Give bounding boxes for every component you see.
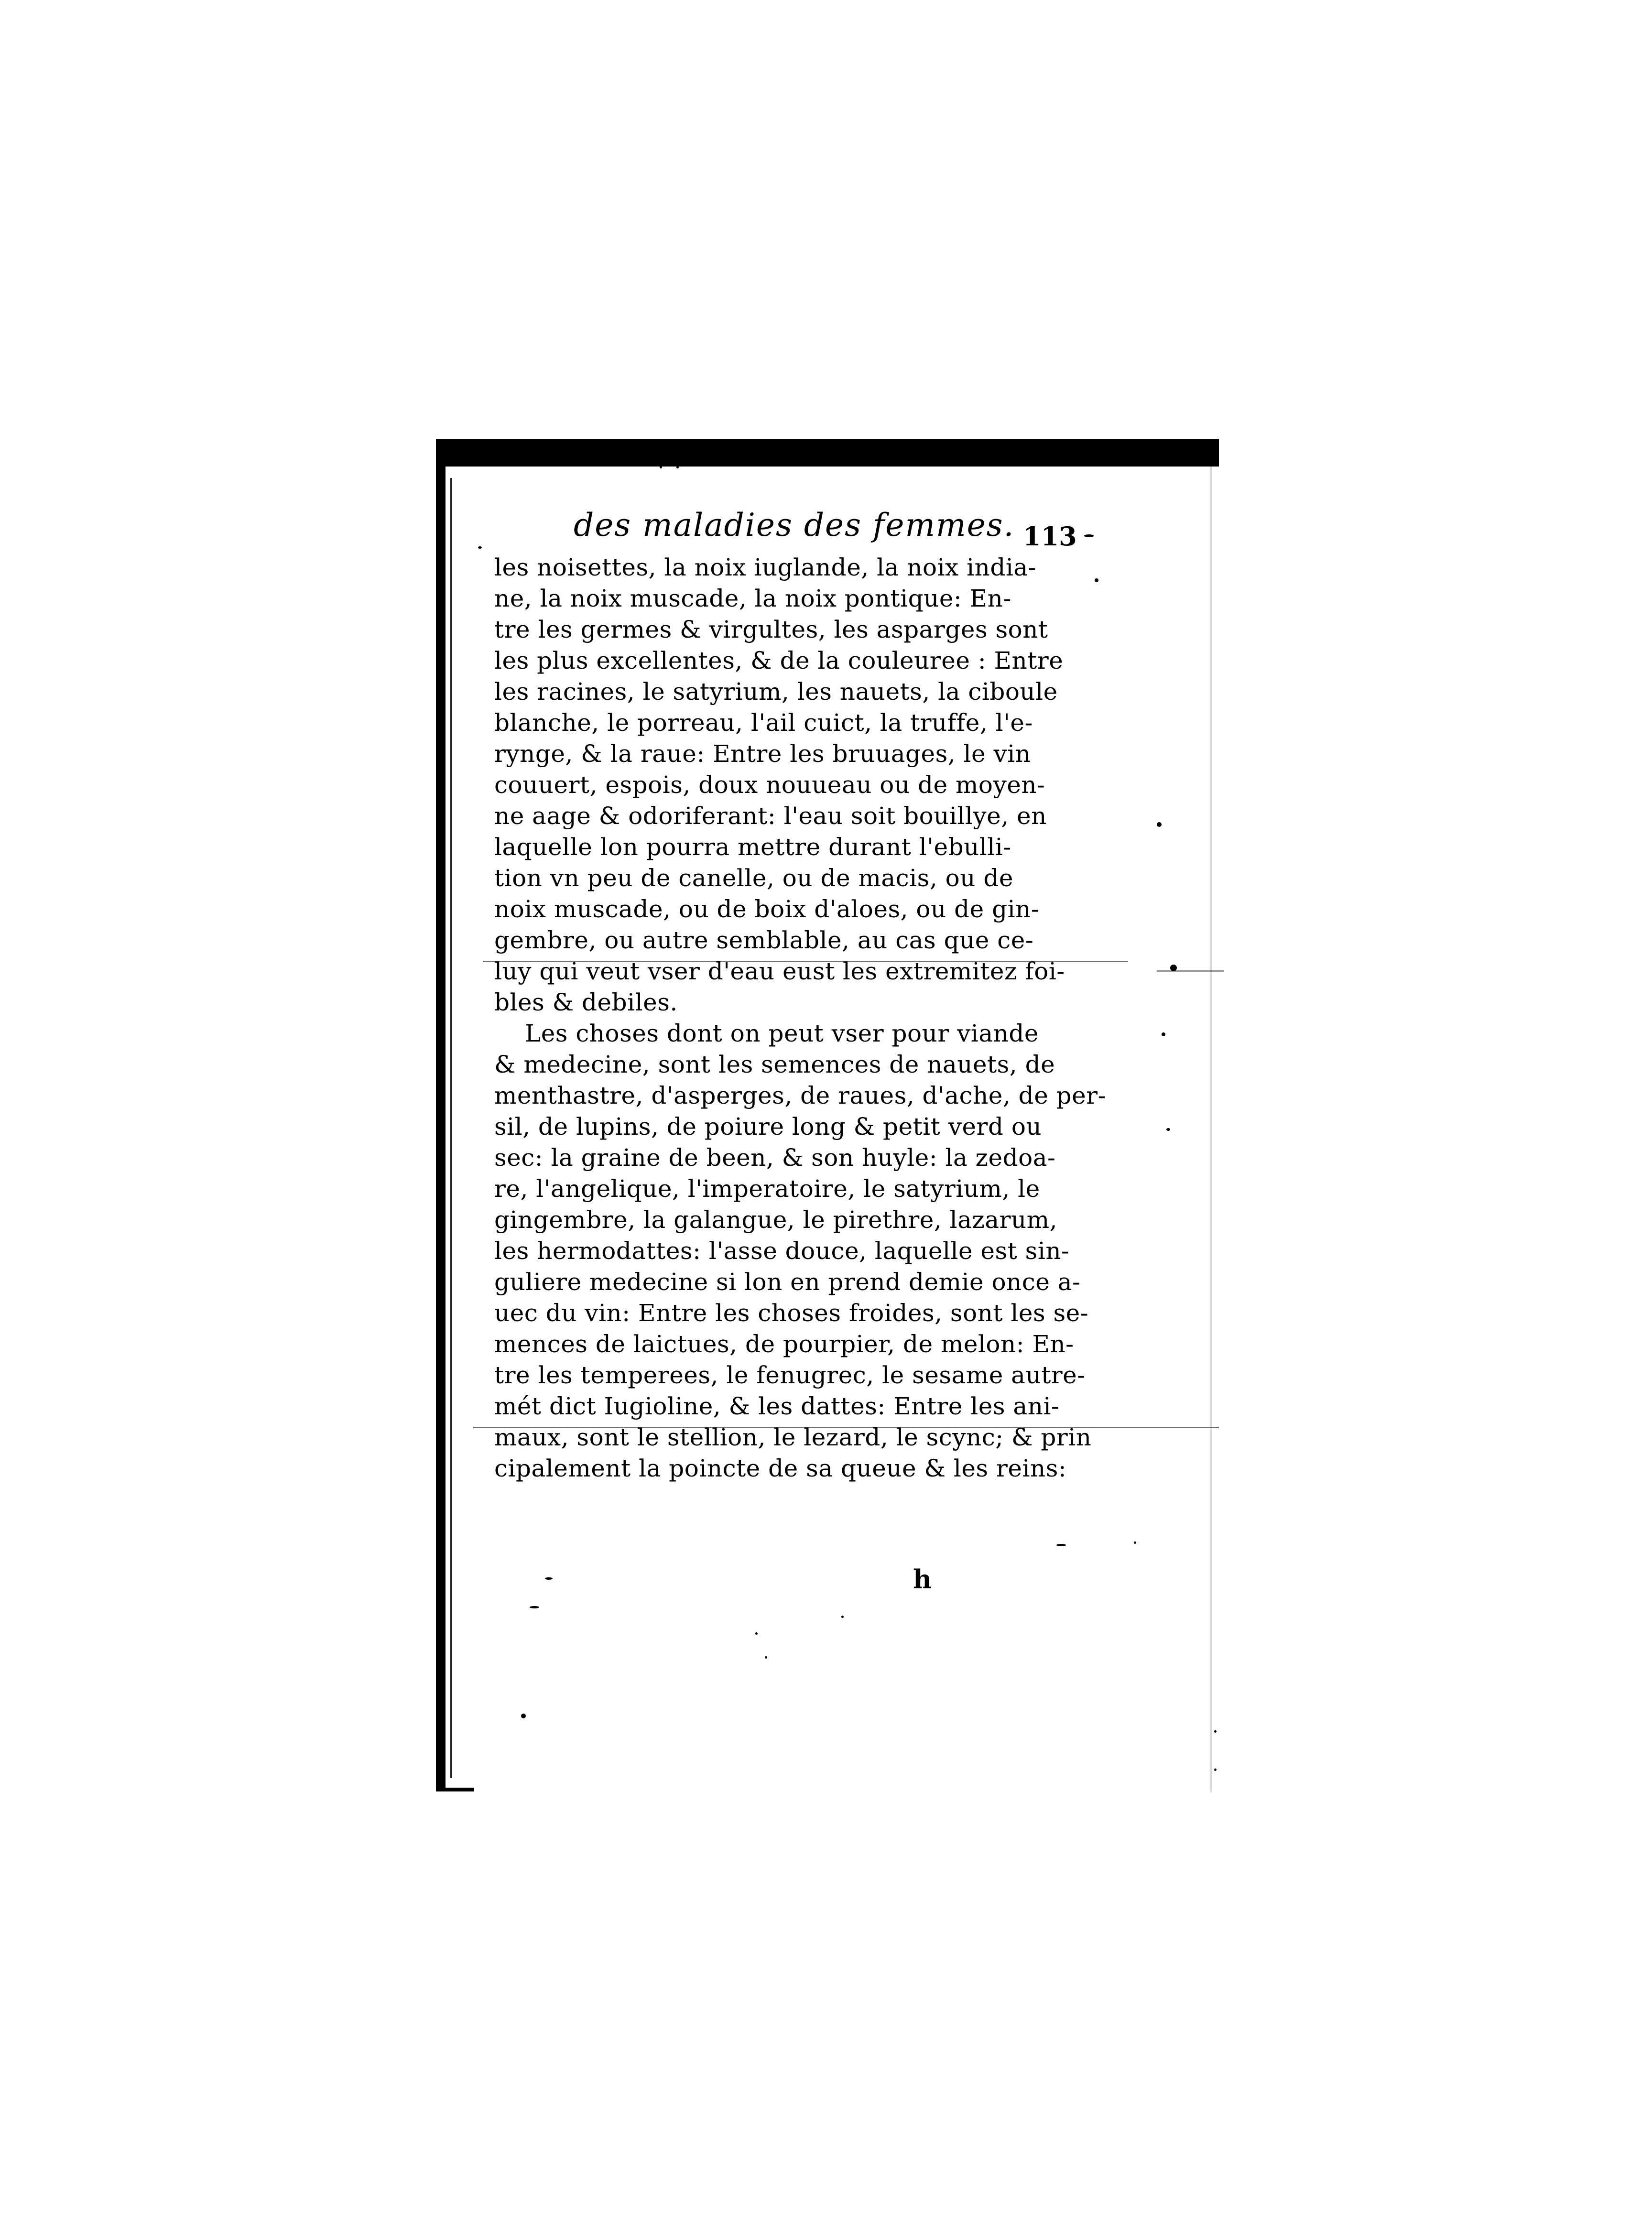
text-line: noix muscade, ou de boix d'aloes, ou de gin- xyxy=(494,895,1040,923)
scan-speck xyxy=(755,1632,758,1635)
text-line: les plus excellentes, & de la couleuree : Entre xyxy=(494,647,1064,674)
scan-speck xyxy=(1162,1032,1165,1036)
page-gutter-line xyxy=(450,478,452,1778)
page-number: 113 xyxy=(1023,521,1077,552)
scan-speck xyxy=(1214,1769,1217,1771)
scan-speck xyxy=(1166,1128,1170,1131)
text-line: bles & debiles. xyxy=(494,988,678,1016)
page-top-border xyxy=(436,439,1219,467)
text-line: rynge, & la raue: Entre les bruuages, le vin xyxy=(494,740,1031,768)
scan-speck xyxy=(521,1714,526,1718)
text-line: cipalement la poincte de sa queue & les reins: xyxy=(494,1454,1067,1482)
scan-speck xyxy=(1170,965,1177,971)
scan-speck xyxy=(676,466,679,468)
scan-speck xyxy=(1056,1544,1066,1546)
scan-artifact-line xyxy=(1157,970,1224,972)
scan-speck xyxy=(1084,534,1094,537)
text-line: couuert, espois, doux nouueau ou de moyen- xyxy=(494,771,1045,799)
text-line: ne, la noix muscade, la noix pontique: En- xyxy=(494,585,1011,612)
text-line: les hermodattes: l'asse douce, laquelle est sin- xyxy=(494,1237,1070,1265)
page-left-border xyxy=(436,439,446,1791)
text-line: re, l'angelique, l'imperatoire, le satyrium, le xyxy=(494,1175,1040,1203)
signature-mark: h xyxy=(913,1564,932,1595)
text-line: gembre, ou autre semblable, au cas que ce- xyxy=(494,926,1034,954)
scan-speck xyxy=(660,466,662,468)
scan-speck xyxy=(478,546,482,549)
text-line: maux, sont le stellion, le lezard, le scync; & prin xyxy=(494,1423,1092,1451)
text-line: tion vn peu de canelle, ou de macis, ou de xyxy=(494,864,1013,892)
text-line: laquelle lon pourra mettre durant l'ebulli- xyxy=(494,833,1011,861)
text-line: ne aage & odoriferant: l'eau soit bouillye, en xyxy=(494,802,1047,830)
scan-speck xyxy=(1134,1541,1136,1544)
text-line: sil, de lupins, de poiure long & petit verd ou xyxy=(494,1113,1042,1140)
scan-speck xyxy=(545,1577,553,1580)
scan-speck xyxy=(765,1656,767,1659)
scan-speck xyxy=(530,1606,539,1608)
scan-speck xyxy=(841,1616,844,1618)
text-line: sec: la graine de been, & son huyle: la zedoa- xyxy=(494,1144,1056,1172)
scan-speck xyxy=(1214,1730,1217,1733)
paragraph-start-line: Les choses dont on peut vser pour viande xyxy=(525,1020,1039,1047)
text-line: luy qui veut vser d'eau eust les extremitez foi- xyxy=(494,957,1065,985)
text-line: mét dict Iugioline, & les dattes: Entre les ani- xyxy=(494,1392,1060,1420)
body-text xyxy=(494,552,1130,1484)
text-line: tre les temperees, le fenugrec, le sesame autre- xyxy=(494,1361,1086,1389)
text-line: uec du vin: Entre les choses froides, sont les se- xyxy=(494,1299,1089,1327)
text-line: les noisettes, la noix iuglande, la noix india- xyxy=(494,554,1037,581)
text-line: & medecine, sont les semences de nauets, de xyxy=(494,1051,1055,1078)
scan-speck xyxy=(1095,578,1098,582)
text-line: mences de laictues, de pourpier, de melon: En- xyxy=(494,1330,1074,1358)
running-head: des maladies des femmes. xyxy=(574,507,1015,543)
text-line: menthastre, d'asperges, de raues, d'ache, de per- xyxy=(494,1082,1107,1109)
text-line: tre les germes & virgultes, les asparges sont xyxy=(494,616,1048,643)
text-line: les racines, le satyrium, les nauets, la ciboule xyxy=(494,678,1058,706)
page-bottom-tick xyxy=(436,1788,474,1791)
text-line: blanche, le porreau, l'ail cuict, la truffe, l'e- xyxy=(494,709,1033,737)
page-right-edge xyxy=(1210,459,1212,1792)
scan-speck xyxy=(1157,822,1162,827)
text-line: guliere medecine si lon en prend demie once a- xyxy=(494,1268,1081,1296)
text-line: gingembre, la galangue, le pirethre, lazarum, xyxy=(494,1206,1057,1234)
